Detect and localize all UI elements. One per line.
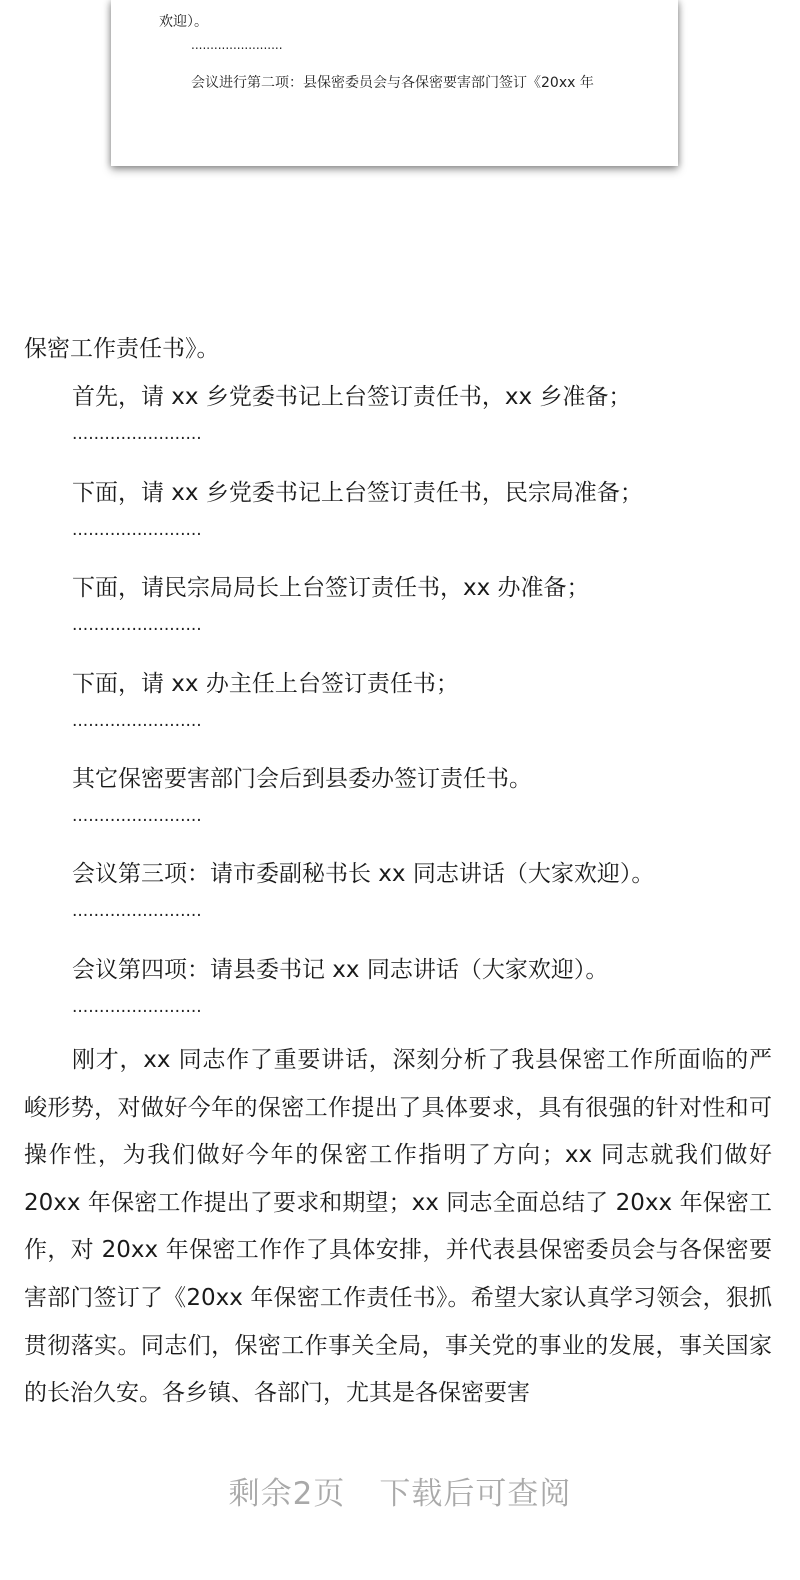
dotted-ellipsis: ........................: [72, 615, 202, 635]
dotted-ellipsis: ........................: [72, 806, 202, 826]
text-line: 下面，请 xx 办主任上台签订责任书；: [72, 671, 459, 697]
document-page-preview: [111, 0, 678, 166]
text-line: 会议第四项：请县委书记 xx 同志讲话（大家欢迎）。: [72, 957, 609, 983]
text-line: 首先，请 xx 乡党委书记上台签订责任书，xx 乡准备；: [72, 384, 632, 410]
text-line: 保密工作责任书》。: [24, 336, 220, 362]
dotted-ellipsis: ........................: [72, 424, 202, 444]
dotted-ellipsis: ........................: [72, 901, 202, 921]
text-line: 下面，请 xx 乡党委书记上台签订责任书，民宗局准备；: [72, 480, 643, 506]
remaining-pages-notice[interactable]: [0, 1468, 800, 1513]
text-line: 下面，请民宗局局长上台签订责任书，xx 办准备；: [72, 575, 590, 601]
dotted-ellipsis: ........................: [72, 997, 202, 1017]
preview-line: 会议进行第二项：县保密委员会与各保密要害部门签订《20xx 年: [191, 75, 594, 91]
body-paragraph: 刚才，xx 同志作了重要讲话，深刻分析了我县保密工作所面临的严峻形势，对做好今年的保密工作提出了具体要求，具有很强的针对性和可操作性，为我们做好今年的保密工作指明了方向；xx 同志就我们做好 20xx 年保密工作提出了要求和期望；xx 同志全面总结了 20xx 年保密工作，对 20xx 年保密工作作了具体安排，并代表县保密委员会与各保密要害部门签订了《20xx 年保密工作责任书》。希望大家认真学习领会，狠抓贯彻落实。同志们，保密工作事关全局，事关党的事业的发展，事关国家的长治久安。各乡镇、各部门，尤其是各保密要害: [24, 1047, 772, 1407]
dotted-ellipsis: ........................: [72, 520, 202, 540]
dotted-ellipsis: ........................: [72, 711, 202, 731]
download-to-read-label: 下载后可查阅: [379, 1476, 572, 1512]
remaining-pages-label: 剩余2页: [228, 1476, 346, 1512]
text-line: 其它保密要害部门会后到县委办签订责任书。: [72, 766, 532, 792]
preview-dots: ........................: [191, 38, 283, 52]
text-line: 会议第三项：请市委副秘书长 xx 同志讲话（大家欢迎）。: [72, 861, 655, 887]
preview-line: 欢迎）。: [159, 14, 208, 30]
